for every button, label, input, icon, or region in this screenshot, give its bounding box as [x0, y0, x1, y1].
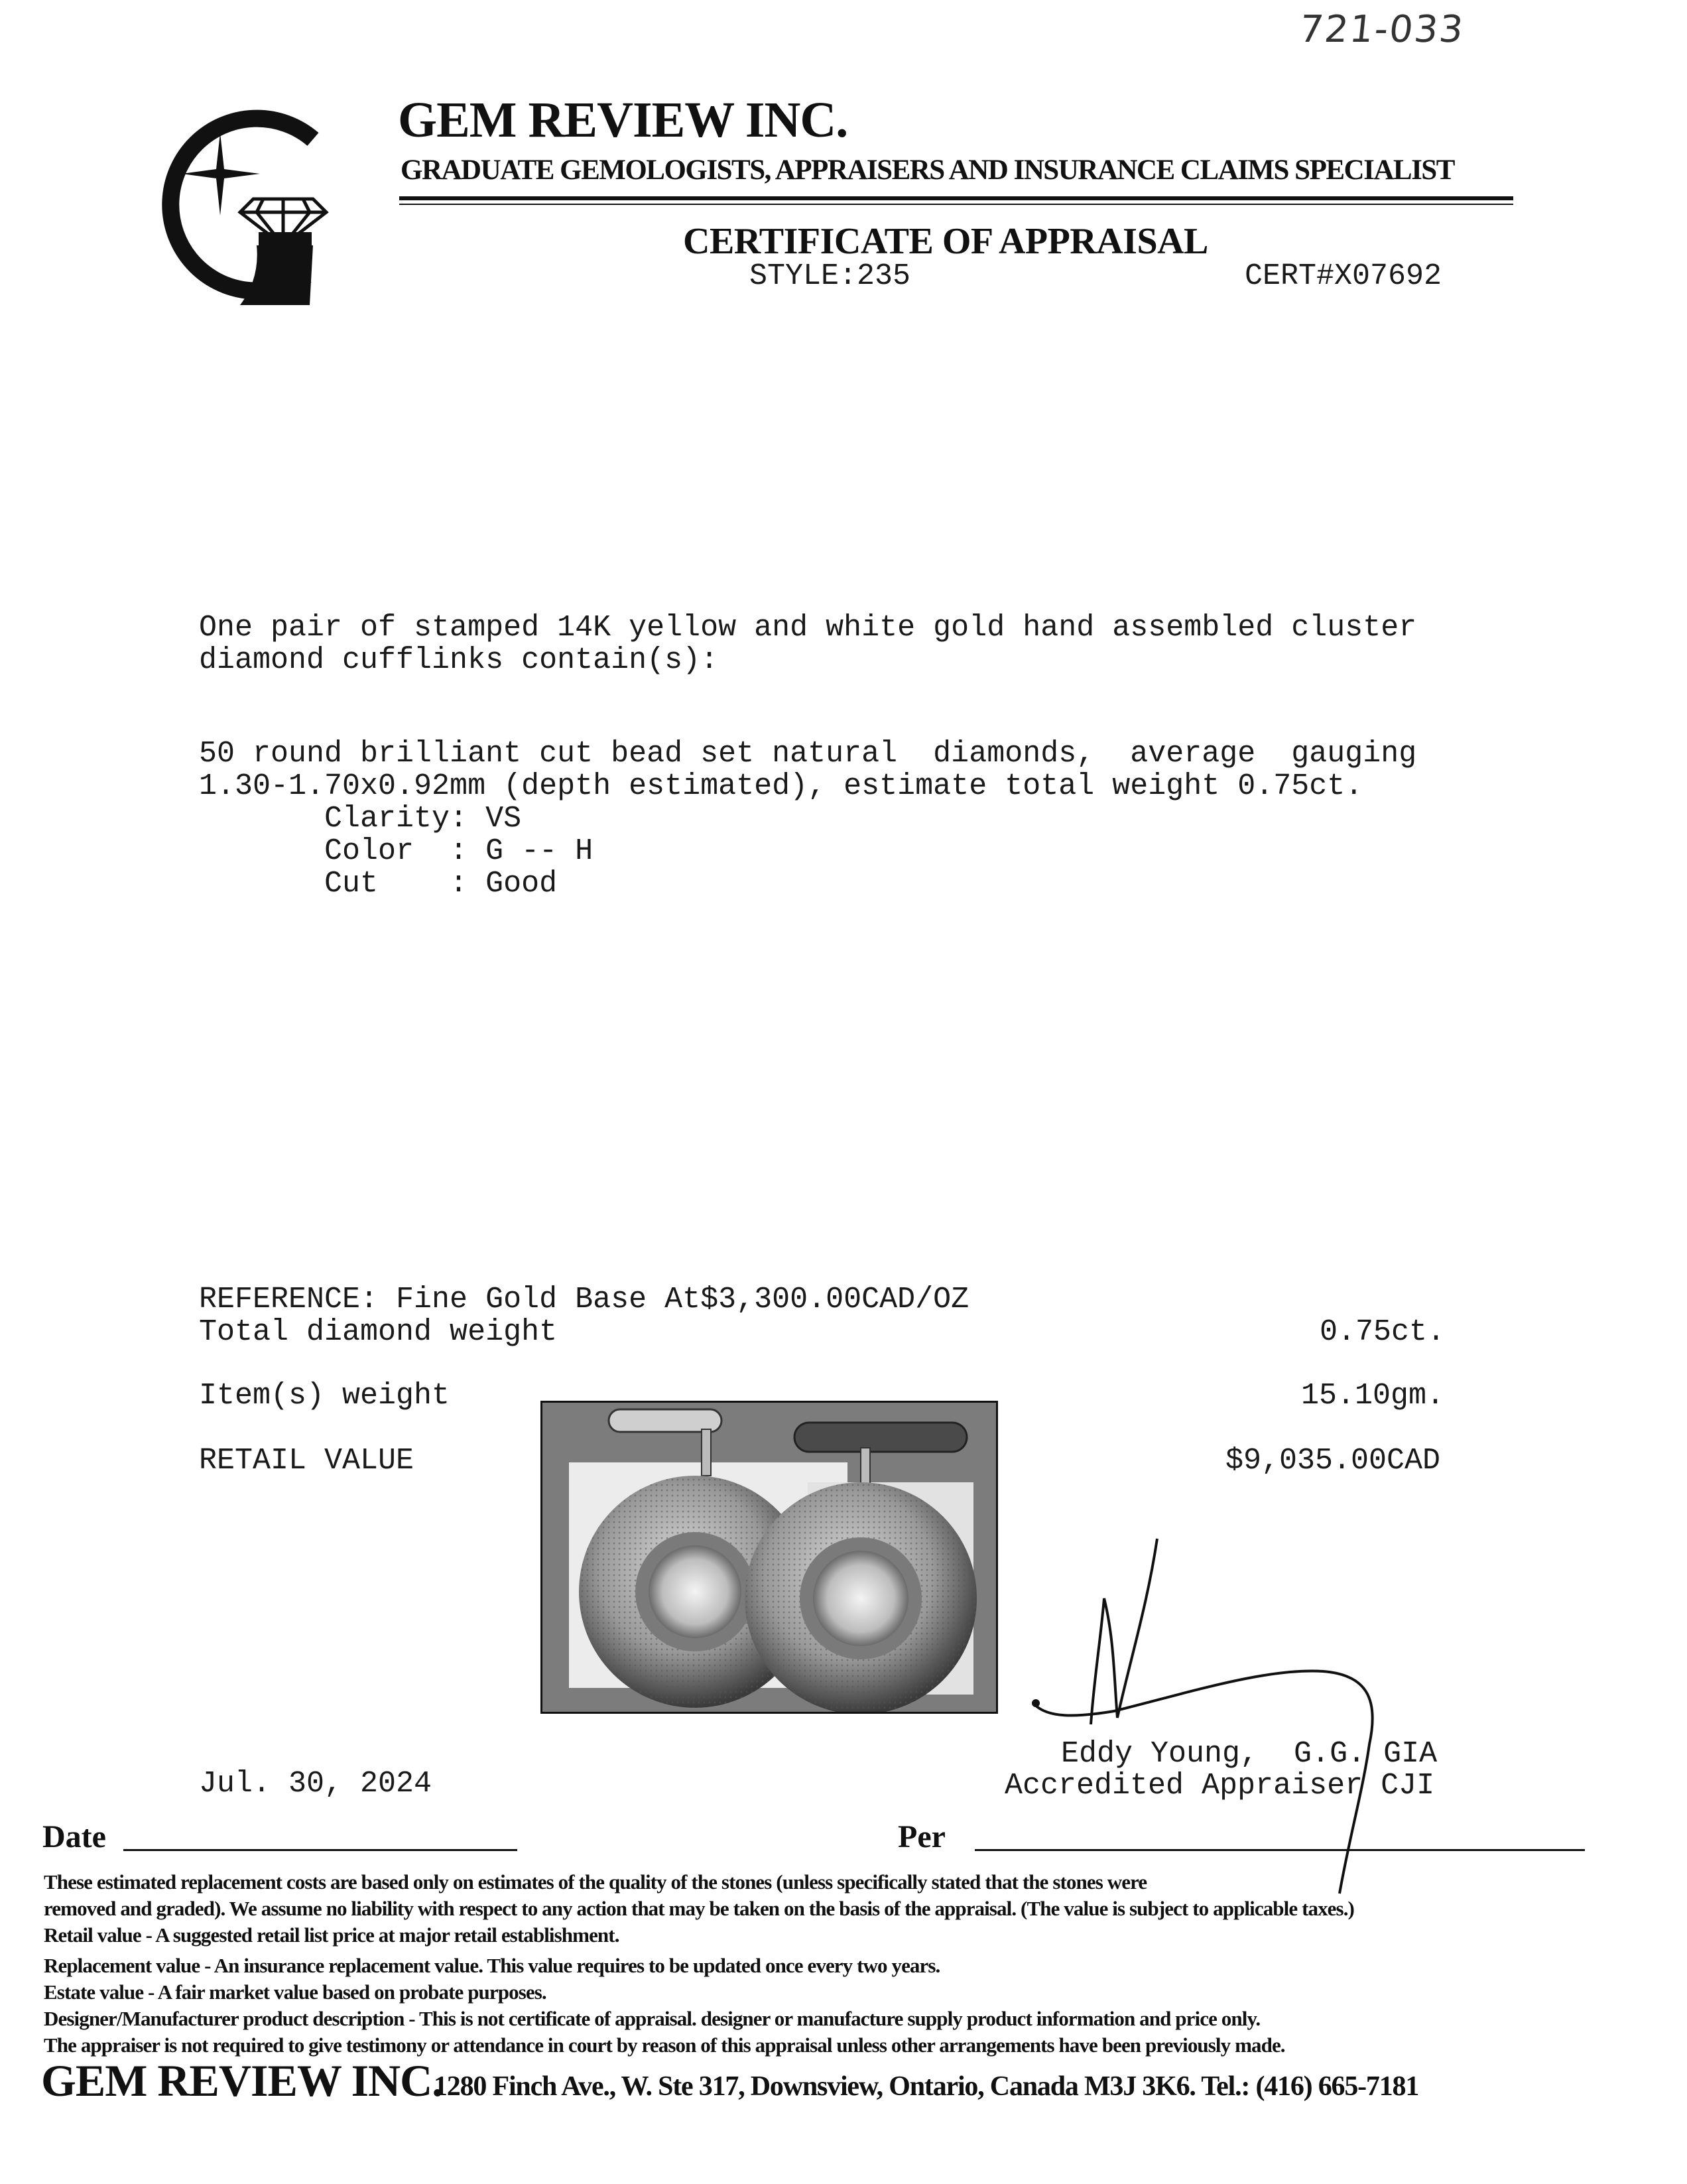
disclaimer-line: Replacement value - An insurance replacement value. This value requires to be updated once every two years.	[44, 1954, 940, 1977]
company-tagline: GRADUATE GEMOLOGISTS, APPRAISERS AND INSURANCE CLAIMS SPECIALIST	[401, 155, 1454, 186]
company-name: GEM REVIEW INC.	[398, 92, 848, 148]
style-number: STYLE:235	[749, 259, 911, 293]
item-weight-value: 15.10gm.	[1301, 1379, 1445, 1413]
appraiser-accreditation: Accredited Appraiser CJI	[1005, 1769, 1435, 1803]
item-weight-label: Item(s) weight	[199, 1379, 450, 1413]
footer-address: 1280 Finch Ave., W. Ste 317, Downsview, Ontario, Canada M3J 3K6. Tel.: (416) 665-7181	[434, 2071, 1419, 2102]
diamond-line: 50 round brilliant cut bead set natural diamonds, average gauging	[199, 737, 1417, 771]
disclaimer-line: Designer/Manufacturer product description - This is not certificate of appraisal. designer or manufacture supply product information and price only.	[44, 2007, 1261, 2030]
retail-value-value: $9,035.00CAD	[1225, 1444, 1441, 1478]
header-rule	[399, 204, 1513, 205]
disclaimer-line: The appraiser is not required to give testimony or attendance in court by reason of this appraisal unless other arrangements have been previously made.	[44, 2033, 1285, 2057]
disclaimer-line: These estimated replacement costs are based only on estimates of the quality of the stones (unless specifically stated that the stones were	[44, 1870, 1147, 1894]
date-underline	[123, 1849, 517, 1851]
gem-review-logo-icon	[147, 106, 340, 305]
certificate-title: CERTIFICATE OF APPRAISAL	[683, 221, 1208, 262]
appraiser-name: Eddy Young, G.G. GIA	[1061, 1737, 1438, 1771]
color-line: Color : G -- H	[199, 834, 594, 868]
signature-icon	[1021, 1525, 1485, 1897]
disclaimer-line: removed and graded). We assume no liability with respect to any action that may be taken on the basis of the appraisal. (The value is subject to applicable taxes.)	[44, 1897, 1354, 1920]
date-label: Date	[42, 1819, 106, 1854]
certificate-number: CERT#X07692	[1245, 259, 1442, 293]
per-label: Per	[898, 1819, 946, 1854]
cut-line: Cut : Good	[199, 867, 558, 901]
item-description	[199, 611, 1416, 676]
retail-value-label: RETAIL VALUE	[199, 1444, 414, 1478]
total-diamond-weight-label: Total diamond weight	[199, 1315, 558, 1349]
header-rule	[399, 196, 1513, 200]
disclaimer-line: Estate value - A fair market value based on probate purposes.	[44, 1980, 546, 2004]
clarity-line: Clarity: VS	[199, 802, 522, 836]
cufflinks-photo	[540, 1401, 998, 1714]
total-diamond-weight-value: 0.75ct.	[1320, 1315, 1446, 1349]
appraisal-date: Jul. 30, 2024	[199, 1767, 432, 1801]
handwritten-reference: 721-033	[1297, 8, 1467, 51]
footer-company-name: GEM REVIEW INC.	[41, 2055, 443, 2106]
description-line: diamond cufflinks contain(s):	[199, 643, 719, 677]
diamond-line: 1.30-1.70x0.92mm (depth estimated), estimate total weight 0.75ct.	[199, 769, 1363, 803]
diamond-details	[199, 738, 1416, 900]
reference-line: REFERENCE: Fine Gold Base At$3,300.00CAD/OZ	[199, 1283, 969, 1317]
cufflinks-image	[542, 1403, 996, 1712]
description-line: One pair of stamped 14K yellow and white gold hand assembled cluster	[199, 611, 1417, 645]
per-underline	[975, 1849, 1585, 1851]
disclaimer-line: Retail value - A suggested retail list price at major retail establishment.	[44, 1923, 619, 1947]
